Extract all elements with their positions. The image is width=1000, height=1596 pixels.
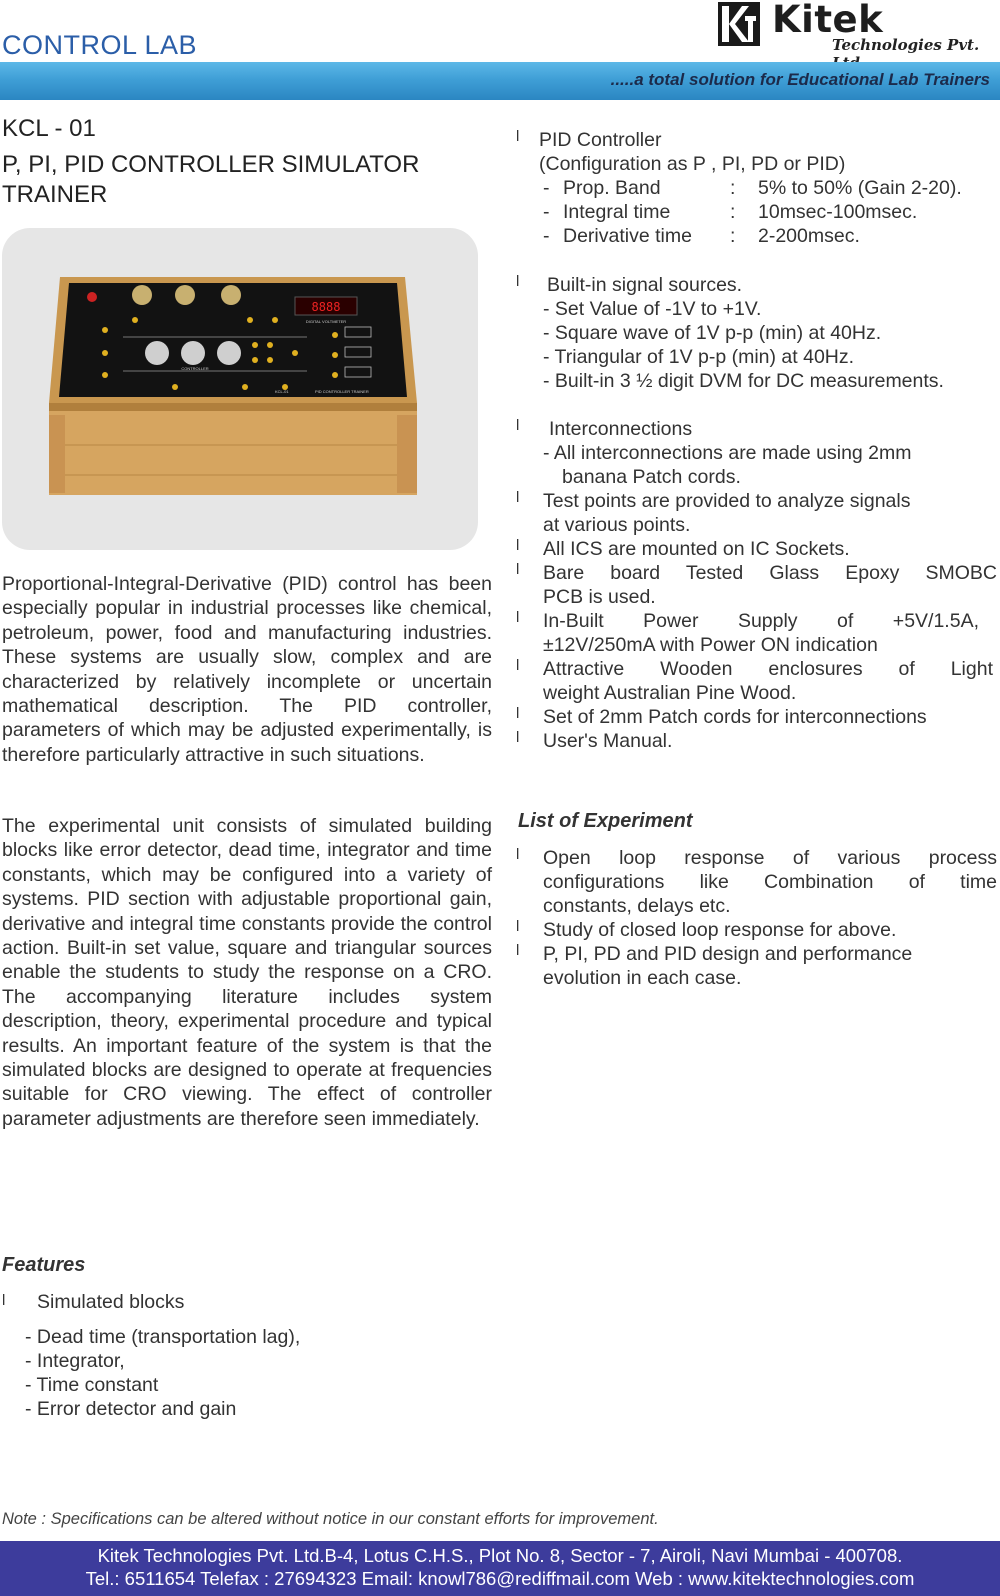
- kitek-logo-icon: [718, 2, 760, 46]
- features-heading: Features: [2, 1254, 86, 1276]
- product-name: P, PI, PID CONTROLLER SIMULATOR TRAINER: [2, 151, 420, 208]
- description-paragraph-1: Proportional-Integral-Derivative (PID) control has been especially popular in industrial processes like chemical, petroleum, power, food and manufacturing industries. These systems are usually slow, complex and are characterized by relatively incomplete or uncertain mathematical description. The PID controller, parameters of which may be adjusted experimentally, is therefore particularly attractive in such situations.: [2, 573, 492, 766]
- svg-text:8888: 8888: [311, 300, 341, 314]
- dash: -: [543, 201, 550, 223]
- spec-sep: :: [730, 177, 736, 199]
- spec-bullet-line: weight Australian Pine Wood.: [543, 682, 797, 704]
- brand-name: Kitek: [772, 0, 884, 41]
- spec-bullet-line: at various points.: [543, 514, 691, 536]
- spec-bullet-line: Test points are provided to analyze signals: [543, 490, 911, 512]
- feature-item: - Error detector and gain: [25, 1398, 237, 1420]
- bullet-icon: l: [516, 729, 520, 746]
- spec-label: Prop. Band: [563, 177, 661, 199]
- spec-value: 10msec-100msec.: [758, 201, 918, 223]
- spec-sep: :: [730, 225, 736, 247]
- experiment-line: constants, delays etc.: [543, 895, 731, 917]
- spec-bullet-line: User's Manual.: [543, 730, 673, 752]
- spec-bullet-line: Bare board Tested Glass Epoxy SMOBC: [543, 562, 997, 584]
- pid-title: PID Controller: [539, 129, 662, 151]
- interconnections-line: banana Patch cords.: [562, 466, 741, 488]
- spec-bullet-line: All ICS are mounted on IC Sockets.: [543, 538, 850, 560]
- svg-text:KCL-01: KCL-01: [275, 389, 289, 394]
- spec-bullet-line: Attractive Wooden enclosures of Light: [543, 658, 993, 680]
- spec-bullet-line: In-Built Power Supply of +5V/1.5A,: [543, 610, 979, 632]
- experiment-line: Study of closed loop response for above.: [543, 919, 897, 941]
- spec-bullet-line: PCB is used.: [543, 586, 656, 608]
- bullet-icon: l: [516, 561, 520, 578]
- experiment-line: configurations like Combination of time: [543, 871, 997, 893]
- bullet-icon: l: [516, 128, 520, 145]
- spec-value: 2-200msec.: [758, 225, 860, 247]
- features-title: Simulated blocks: [37, 1291, 185, 1313]
- tagline: .....a total solution for Educational Lab Trainers: [610, 70, 990, 89]
- bullet-icon: l: [516, 609, 520, 626]
- feature-item: - Dead time (transportation lag),: [25, 1326, 301, 1348]
- experiment-line: P, PI, PD and PID design and performance: [543, 943, 913, 965]
- dash: -: [543, 225, 550, 247]
- spec-label: Derivative time: [563, 225, 692, 247]
- interconnections-title: Interconnections: [549, 418, 693, 440]
- svg-text:PID CONTROLLER TRAINER: PID CONTROLLER TRAINER: [315, 389, 369, 394]
- signal-sources-title: Built-in signal sources.: [547, 274, 743, 296]
- product-code: KCL - 01: [2, 115, 96, 142]
- svg-text:CONTROLLER: CONTROLLER: [181, 366, 209, 371]
- bullet-icon: l: [516, 942, 520, 959]
- footer-contact: Tel.: 6511654 Telefax : 27694323 Email: knowl786@rediffmail.com Web : www.kitektechnologies.com: [85, 1568, 915, 1589]
- spec-bullet-line: Set of 2mm Patch cords for interconnections: [543, 706, 927, 728]
- description-paragraph-2: The experimental unit consists of simulated building blocks like error detector, dead time, integrator and time constants, which may be configured into a variety of systems. PID section with adjustable proportional gain, derivative and integral time constants provide the control action. Built-in set value, square and triangular sources enable the students to study the response on a CRO. The accompanying literature includes system description, theory, experimental procedure and typical results. An important feature of the system is that the simulated blocks are designed to operate at frequencies suitable for CRO viewing. The effect of controller parameter adjustments are therefore seen immediately.: [2, 815, 492, 1130]
- interconnections-line: - All interconnections are made using 2mm: [543, 442, 912, 464]
- experiment-line: Open loop response of various process: [543, 847, 997, 869]
- signal-source-item: - Set Value of -1V to +1V.: [543, 298, 762, 320]
- bullet-icon: l: [516, 417, 520, 434]
- experiments-heading: List of Experiment: [518, 810, 693, 832]
- bullet-icon: l: [516, 489, 520, 506]
- bullet-icon: l: [2, 1292, 6, 1309]
- spec-sep: :: [730, 201, 736, 223]
- pid-config: (Configuration as P , PI, PD or PID): [539, 153, 846, 175]
- signal-source-item: - Square wave of 1V p-p (min) at 40Hz.: [543, 322, 882, 344]
- spec-value: 5% to 50% (Gain 2-20).: [758, 177, 962, 199]
- bullet-icon: l: [516, 705, 520, 722]
- feature-item: - Time constant: [25, 1374, 159, 1396]
- signal-source-item: - Built-in 3 ½ digit DVM for DC measurements.: [543, 370, 944, 392]
- svg-text:DIGITAL VOLTMETER: DIGITAL VOLTMETER: [305, 319, 347, 324]
- page-title: CONTROL LAB: [2, 30, 198, 60]
- spec-bullet-line: ±12V/250mA with Power ON indication: [543, 634, 878, 656]
- dash: -: [543, 177, 550, 199]
- bullet-icon: l: [516, 537, 520, 554]
- bullet-icon: l: [516, 657, 520, 674]
- bullet-icon: l: [516, 273, 520, 290]
- trainer-kit-photo: [45, 275, 430, 505]
- footer: [0, 1541, 1000, 1596]
- signal-source-item: - Triangular of 1V p-p (min) at 40Hz.: [543, 346, 855, 368]
- feature-item: - Integrator,: [25, 1350, 125, 1372]
- bullet-icon: l: [516, 846, 520, 863]
- note: Note : Specifications can be altered without notice in our constant efforts for improvement.: [2, 1510, 659, 1528]
- bullet-icon: l: [516, 918, 520, 935]
- footer-address: Kitek Technologies Pvt. Ltd.B-4, Lotus C.H.S., Plot No. 8, Sector - 7, Airoli, Navi Mumbai - 400708.: [97, 1545, 903, 1566]
- spec-label: Integral time: [563, 201, 671, 223]
- experiment-line: evolution in each case.: [543, 967, 742, 989]
- brand-subtitle: Technologies Pvt.: [832, 36, 980, 54]
